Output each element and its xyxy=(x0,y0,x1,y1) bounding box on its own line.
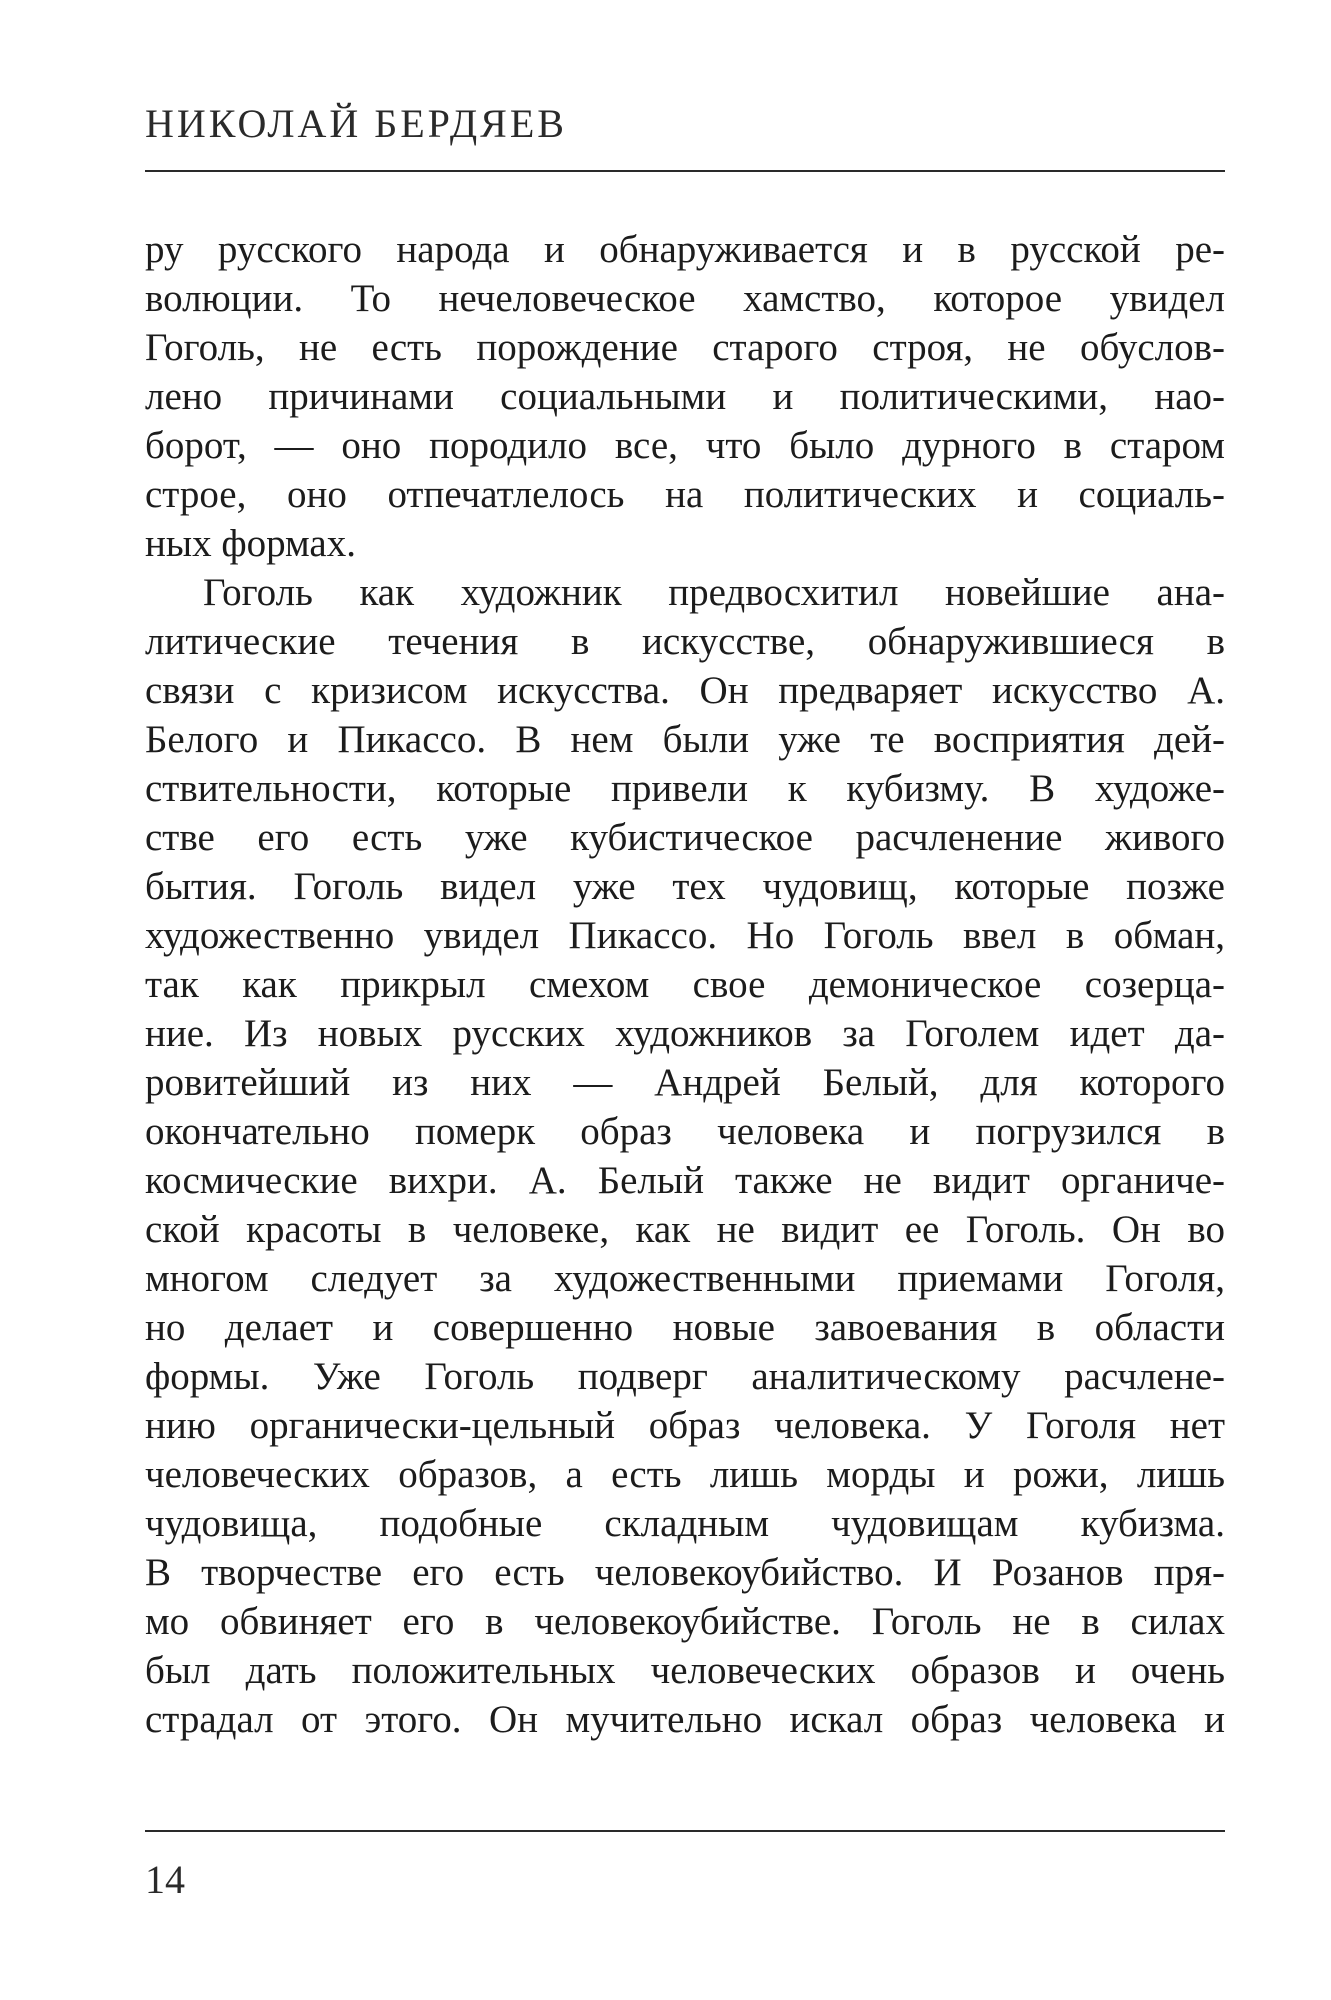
paragraph xyxy=(145,225,1225,568)
page-footer xyxy=(145,1830,1225,1904)
running-header xyxy=(145,100,1225,172)
text-line: Белого и Пикассо. В нем были уже те восприятия дей- xyxy=(145,718,1225,761)
text-line: литические течения в искусстве, обнаружившиеся в xyxy=(145,620,1225,663)
running-title: НИКОЛАЙ БЕРДЯЕВ xyxy=(145,101,567,146)
body-text xyxy=(145,225,1225,1744)
text-line: художественно увидел Пикассо. Но Гоголь ввел в обман, xyxy=(145,914,1225,957)
text-line: стве его есть уже кубистическое расчленение живого xyxy=(145,816,1225,859)
text-line: ровитейший из них — Андрей Белый, для которого xyxy=(145,1061,1225,1104)
text-line: но делает и совершенно новые завоевания в области xyxy=(145,1306,1225,1349)
text-line: мо обвиняет его в человекоубийстве. Гоголь не в силах xyxy=(145,1600,1225,1643)
text-line: нию органически-цельный образ человека. У Гоголя нет xyxy=(145,1404,1225,1447)
text-line: ние. Из новых русских художников за Гоголем идет да- xyxy=(145,1012,1225,1055)
text-line: ствительности, которые привели к кубизму. В художе- xyxy=(145,767,1225,810)
text-line: был дать положительных человеческих образов и очень xyxy=(145,1649,1225,1692)
text-line: многом следует за художественными приемами Гоголя, xyxy=(145,1257,1225,1300)
footer-rule xyxy=(145,1830,1225,1832)
text-line: страдал от этого. Он мучительно искал образ человека и xyxy=(145,1698,1225,1741)
text-line: строе, оно отпечатлелось на политических и социаль- xyxy=(145,473,1225,516)
text-line: ру русского народа и обнаруживается и в русской ре- xyxy=(145,228,1225,271)
text-line: ской красоты в человеке, как не видит ее Гоголь. Он во xyxy=(145,1208,1225,1251)
text-line: человеческих образов, а есть лишь морды и рожи, лишь xyxy=(145,1453,1225,1496)
text-line: Гоголь как художник предвосхитил новейшие ана- xyxy=(203,571,1225,614)
text-line: связи с кризисом искусства. Он предваряет искусство А. xyxy=(145,669,1225,712)
page-number: 14 xyxy=(145,1857,185,1902)
text-line: В творчестве его есть человекоубийство. И Розанов пря- xyxy=(145,1551,1225,1594)
text-line: бытия. Гоголь видел уже тех чудовищ, которые позже xyxy=(145,865,1225,908)
text-line: окончательно померк образ человека и погрузился в xyxy=(145,1110,1225,1153)
text-line: лено причинами социальными и политическими, нао- xyxy=(145,375,1225,418)
paragraph xyxy=(145,568,1225,1744)
text-line: борот, — оно породило все, что было дурного в старом xyxy=(145,424,1225,467)
text-line: космические вихри. А. Белый также не видит органиче- xyxy=(145,1159,1225,1202)
text-line: так как прикрыл смехом свое демоническое созерца- xyxy=(145,963,1225,1006)
text-line: чудовища, подобные складным чудовищам кубизма. xyxy=(145,1502,1225,1545)
text-line: волюции. То нечеловеческое хамство, которое увидел xyxy=(145,277,1225,320)
header-rule xyxy=(145,170,1225,172)
text-line: ных формах. xyxy=(145,522,356,565)
text-line: Гоголь, не есть порождение старого строя, не обуслов- xyxy=(145,326,1225,369)
text-line: формы. Уже Гоголь подверг аналитическому расчлене- xyxy=(145,1355,1225,1398)
